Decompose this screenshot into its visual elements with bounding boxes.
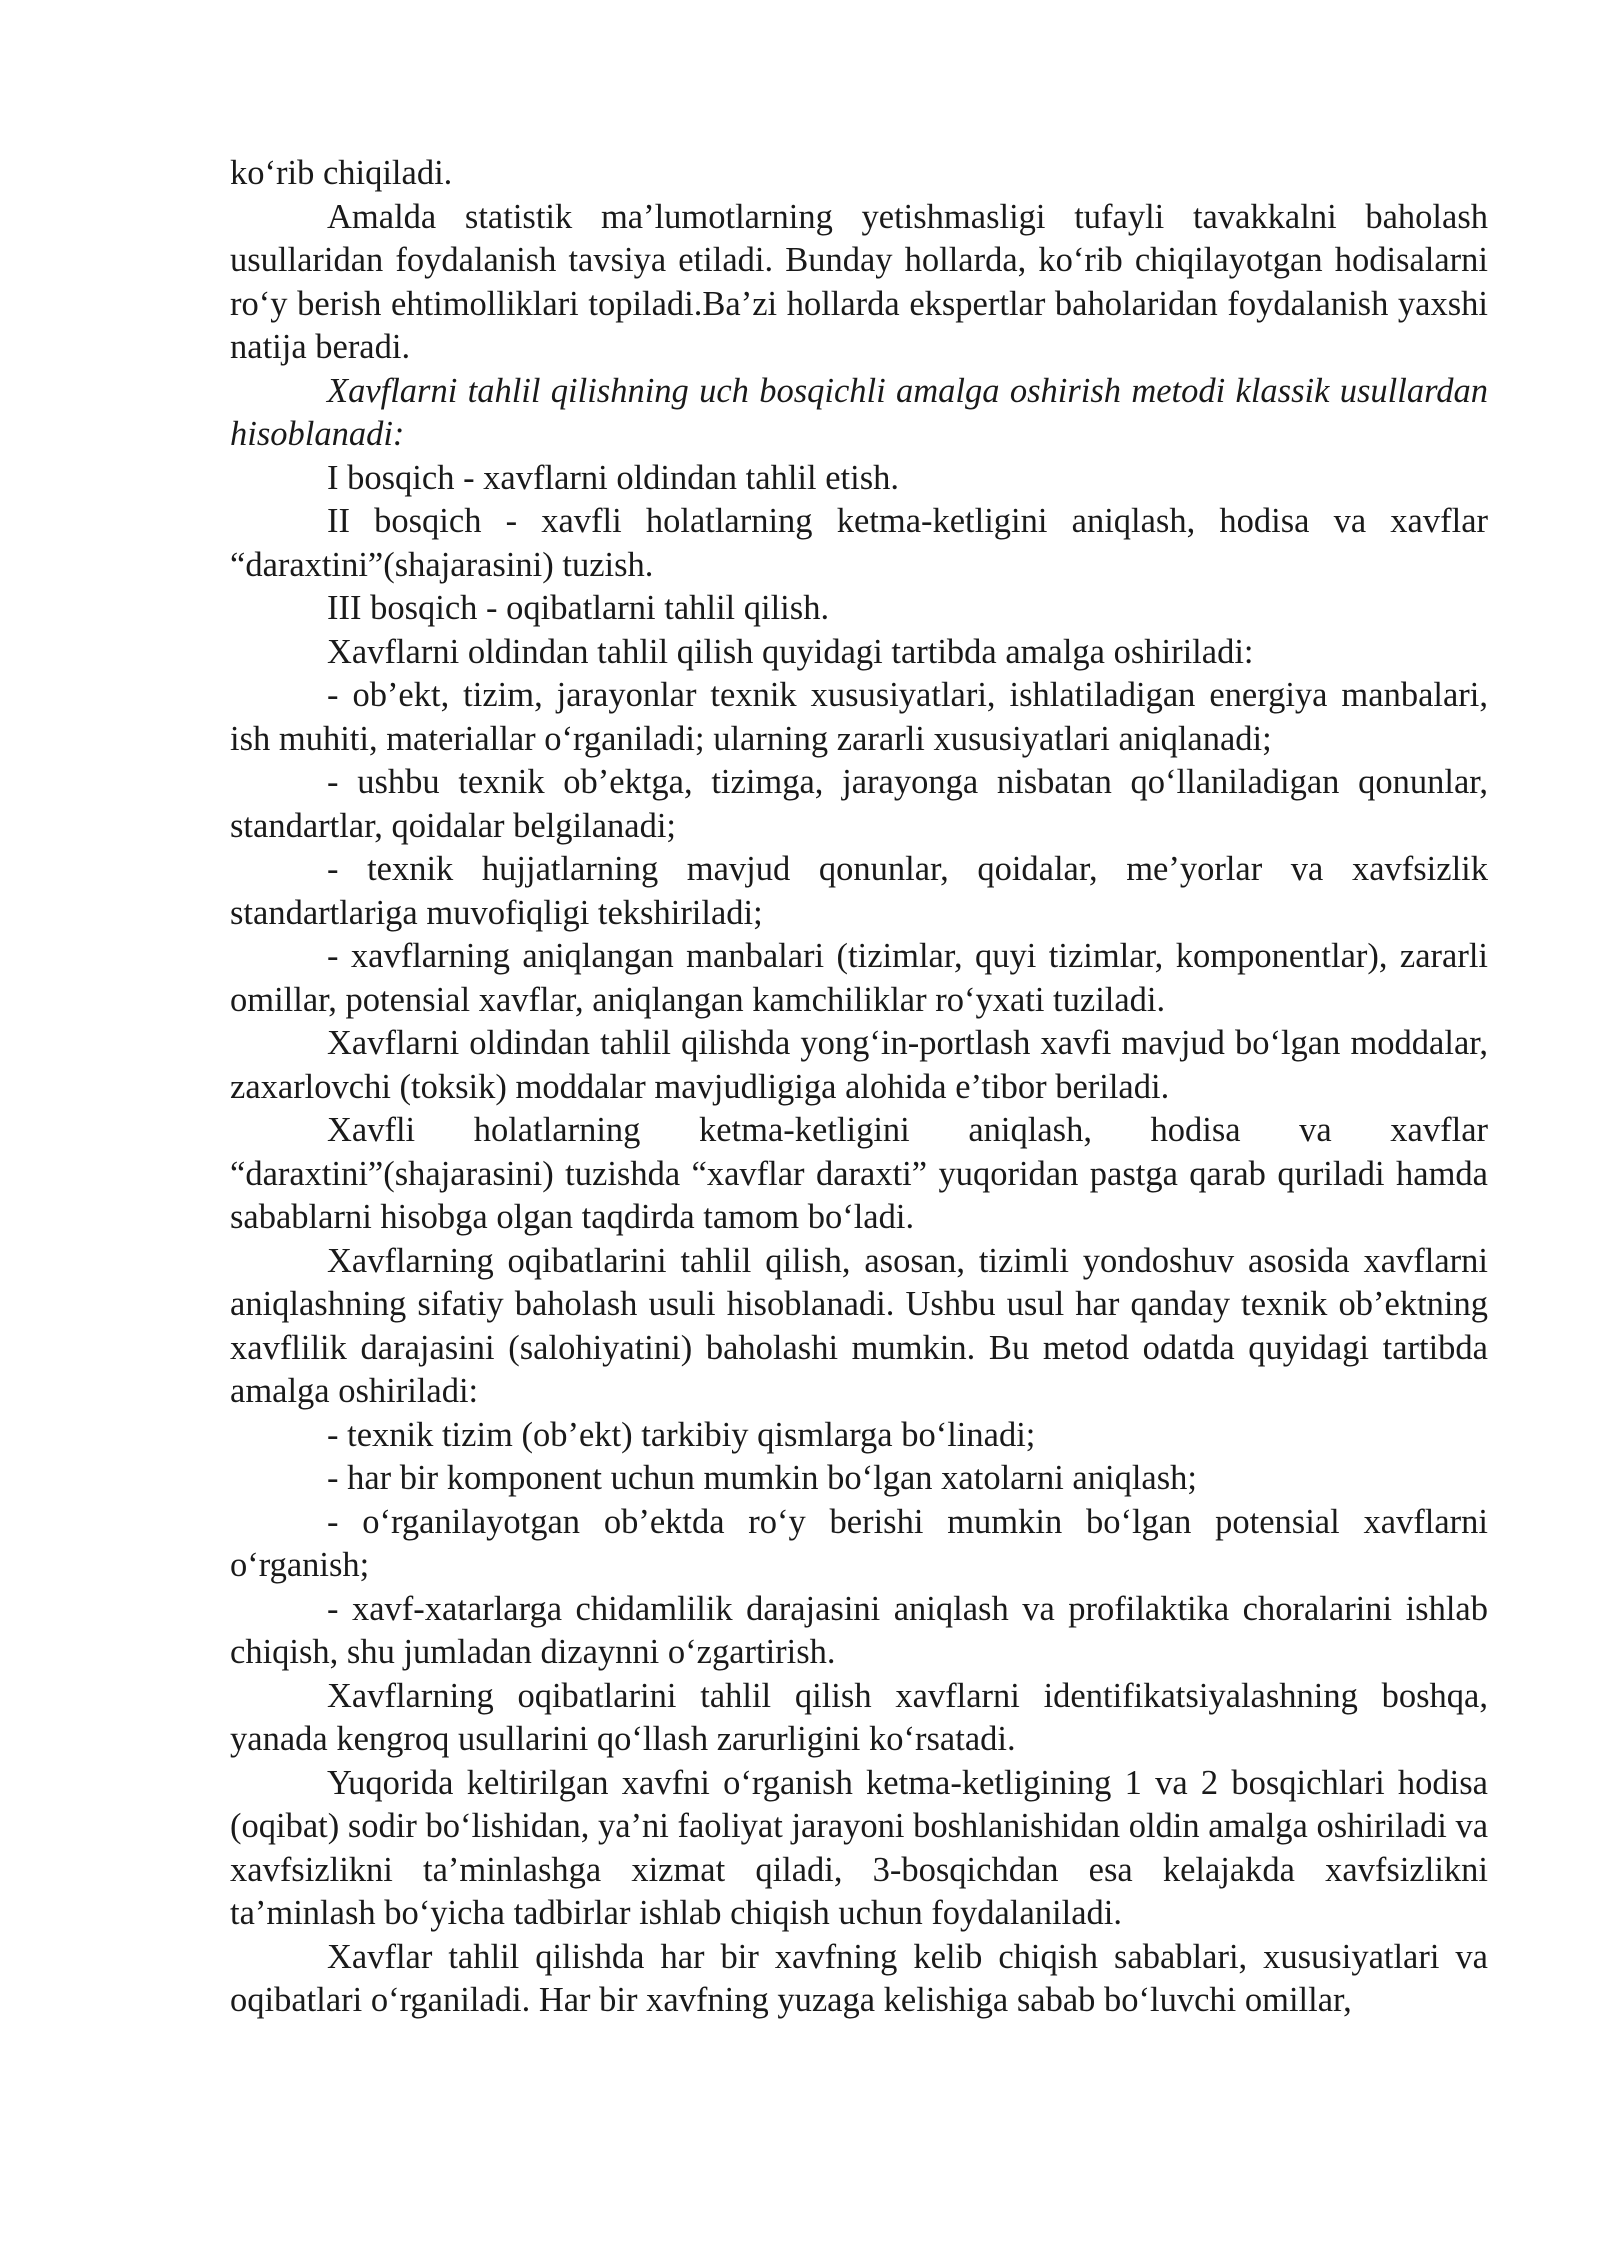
paragraph: II bosqich - xavfli holatlarning ketma-ketligini aniqlash, hodisa va xavflar “daraxtini”(shajarasini) tuzish. <box>230 502 1488 584</box>
paragraph: - xavf-xatarlarga chidamlilik darajasini aniqlash va profilaktika choralarini ishlab chiqish, shu jumladan dizaynni o‘zgartirish. <box>230 1589 1488 1671</box>
paragraph: - texnik tizim (ob’ekt) tarkibiy qismlarga bo‘linadi; <box>327 1415 1036 1454</box>
body-text <box>230 152 1488 2023</box>
paragraph: - har bir komponent uchun mumkin bo‘lgan xatolarni aniqlash; <box>327 1459 1197 1497</box>
paragraph: - texnik hujjatlarning mavjud qonunlar, qoidalar, me’yorlar va xavfsizlik standartlariga muvofiqligi tekshiriladi; <box>230 850 1488 932</box>
paragraph: Yuqorida keltirilgan xavfni o‘rganish ketma-ketligining 1 va 2 bosqichlari hodisa (oqibat) sodir bo‘lishidan, ya’ni faoliyat jarayoni boshlanishidan oldin amalga oshiriladi va xavfsizlikni ta’minlashga xizmat qiladi, 3-bosqichdan esa kelajakda xavfsizlikni ta’minlash bo‘yicha tadbirlar ishlab chiqish uchun foydalaniladi. <box>230 1763 1489 1932</box>
paragraph: - ob’ekt, tizim, jarayonlar texnik xususiyatlari, ishlatiladigan energiya manbalari, ish muhiti, materiallar o‘rganiladi; ularning zararli xususiyatlari aniqlanadi; <box>230 676 1488 758</box>
paragraph: Xavflarni tahlil qilishning uch bosqichli amalga oshirish metodi klassik usullardan hisoblanadi: <box>230 371 1488 453</box>
paragraph: - ushbu texnik ob’ektga, tizimga, jarayonga nisbatan qo‘llaniladigan qonunlar, standartlar, qoidalar belgilanadi; <box>230 763 1488 845</box>
paragraph: Xavflarni oldindan tahlil qilishda yong‘in-portlash xavfi mavjud bo‘lgan moddalar, zaxarlovchi (toksik) moddalar mavjudligiga alohida e’tibor beriladi. <box>230 1024 1488 1106</box>
paragraph: Xavflar tahlil qilishda har bir xavfning kelib chiqish sabablari, xususiyatlari va oqibatlari o‘rganiladi. Har bir xavfning yuzaga kelishiga sabab bo‘luvchi omillar, <box>230 1937 1488 2019</box>
paragraph: Amalda statistik ma’lumotlarning yetishmasligi tufayli tavakkalni baholash usullaridan foydalanish tavsiya etiladi. Bunday hollarda, ko‘rib chiqilayotgan hodisalarni ro‘y berish ehtimolliklari topiladi.Ba’zi hollarda ekspertlar baholaridan foydalanish yaxshi natija beradi. <box>230 197 1488 366</box>
paragraph: I bosqich - xavflarni oldindan tahlil etish. <box>327 458 899 497</box>
paragraph: Xavflarning oqibatlarini tahlil qilish xavflarni identifikatsiyalashning boshqa, yanada kengroq usullarini qo‘llash zarurligini ko‘rsatadi. <box>230 1676 1488 1758</box>
paragraph: Xavfli holatlarning ketma-ketligini aniqlash, hodisa va xavflar “daraxtini”(shajarasini) tuzishda “xavflar daraxti” yuqoridan pastga qarab quriladi hamda sabablarni hisobga olgan taqdirda tamom bo‘ladi. <box>230 1111 1488 1236</box>
paragraph: III bosqich - oqibatlarni tahlil qilish. <box>327 589 830 627</box>
paragraph: - xavflarning aniqlangan manbalari (tizimlar, quyi tizimlar, komponentlar), zararli omillar, potensial xavflar, aniqlangan kamchiliklar ro‘yxati tuziladi. <box>230 937 1488 1019</box>
paragraph: - o‘rganilayotgan ob’ektda ro‘y berishi mumkin bo‘lgan potensial xavflarni o‘rganish; <box>230 1502 1488 1584</box>
paragraph: ko‘rib chiqiladi. <box>230 154 453 192</box>
paragraph: Xavflarning oqibatlarini tahlil qilish, asosan, tizimli yondoshuv asosida xavflarni aniqlashning sifatiy baholash usuli hisoblanadi. Ushbu usul har qanday texnik ob’ektning xavflilik darajasini (salohiyatini) baholashi mumkin. Bu metod odatda quyidagi tartibda amalga oshiriladi: <box>230 1241 1488 1410</box>
paragraph: Xavflarni oldindan tahlil qilish quyidagi tartibda amalga oshiriladi: <box>327 632 1254 671</box>
